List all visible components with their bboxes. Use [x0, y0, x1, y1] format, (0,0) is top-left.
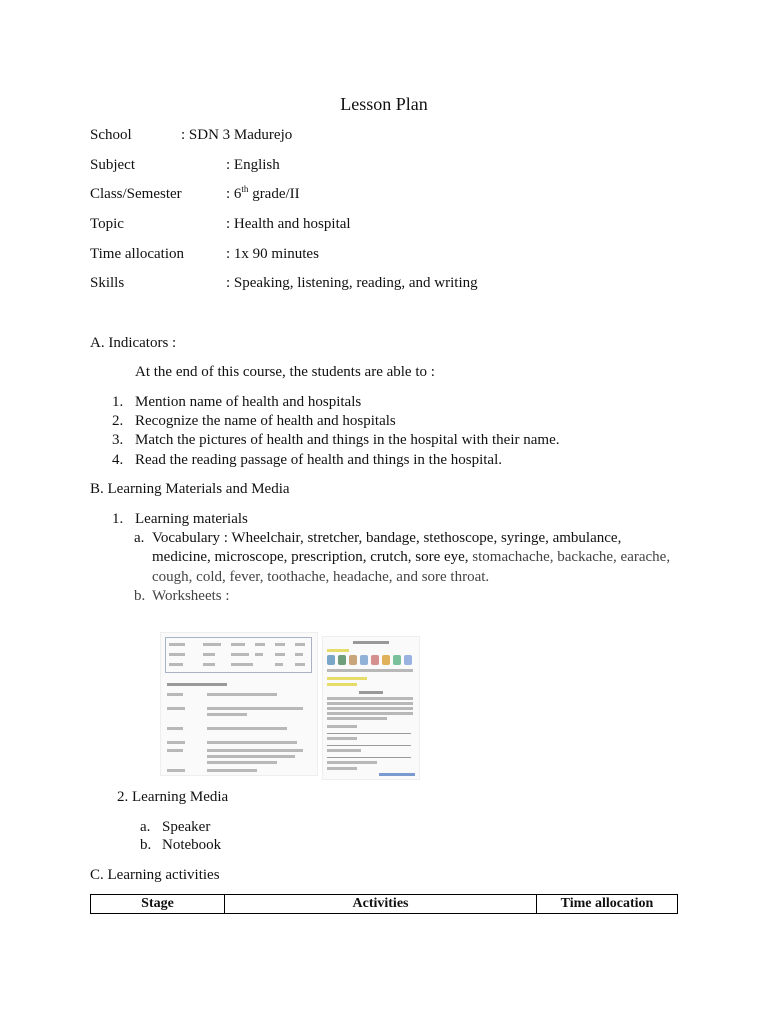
- list-item: Recognize the name of health and hospitals: [135, 413, 396, 429]
- worksheet-reading-image: [322, 636, 420, 780]
- info-label-school: School: [90, 127, 132, 143]
- table-header-stage: Stage: [91, 895, 225, 914]
- media-item-speaker: Speaker: [162, 819, 211, 835]
- section-a-heading: A. Indicators :: [90, 335, 177, 351]
- info-label-skills: Skills: [90, 275, 125, 291]
- list-item-letter: b.: [140, 837, 152, 853]
- info-value-skills: : Speaking, listening, reading, and writing: [226, 275, 478, 291]
- table-header-time-allocation: Time allocation: [537, 895, 678, 914]
- list-item-letter: a.: [140, 819, 151, 835]
- info-label-class: Class/Semester: [90, 186, 182, 202]
- worksheets-label: Worksheets :: [152, 588, 230, 604]
- info-label-subject: Subject: [90, 157, 135, 173]
- list-item-number: 2.: [112, 413, 124, 429]
- vocabulary-line-3: cough, cold, fever, toothache, headache, and sore throat.: [152, 569, 490, 585]
- info-value-subject: : English: [226, 157, 280, 173]
- section-a-intro: At the end of this course, the students are able to :: [135, 364, 435, 380]
- info-label-time: Time allocation: [90, 246, 185, 262]
- worksheet-listening-image: [160, 632, 318, 776]
- list-item-number: 1.: [112, 511, 124, 527]
- info-value-topic: : Health and hospital: [226, 216, 351, 232]
- page-title: Lesson Plan: [340, 94, 428, 114]
- table-header-row: [91, 895, 678, 914]
- list-item-letter: a.: [134, 530, 145, 546]
- info-value-time: : 1x 90 minutes: [226, 246, 319, 262]
- table-header-activities: Activities: [225, 895, 537, 914]
- learning-materials-label: Learning materials: [135, 511, 248, 527]
- section-c-heading: C. Learning activities: [90, 867, 220, 883]
- list-item-letter: b.: [134, 588, 146, 604]
- list-item-number: 3.: [112, 432, 124, 448]
- info-value-class: : 6th grade/II: [226, 184, 300, 202]
- vocabulary-line-2: medicine, microscope, prescription, crutch, sore eye, stomachache, backache, earache,: [152, 549, 671, 565]
- list-item: Read the reading passage of health and things in the hospital.: [135, 452, 502, 468]
- activities-table: [90, 894, 678, 914]
- section-b-heading: B. Learning Materials and Media: [90, 481, 290, 497]
- list-item: Mention name of health and hospitals: [135, 394, 362, 410]
- info-value-school: : SDN 3 Madurejo: [181, 127, 293, 143]
- learning-media-label: 2. Learning Media: [117, 789, 229, 805]
- list-item-number: 1.: [112, 394, 124, 410]
- list-item-number: 4.: [112, 452, 124, 468]
- vocabulary-line-1: Vocabulary : Wheelchair, stretcher, bandage, stethoscope, syringe, ambulance,: [152, 530, 622, 546]
- media-item-notebook: Notebook: [162, 837, 222, 853]
- list-item: Match the pictures of health and things in the hospital with their name.: [135, 432, 560, 448]
- info-label-topic: Topic: [90, 216, 124, 232]
